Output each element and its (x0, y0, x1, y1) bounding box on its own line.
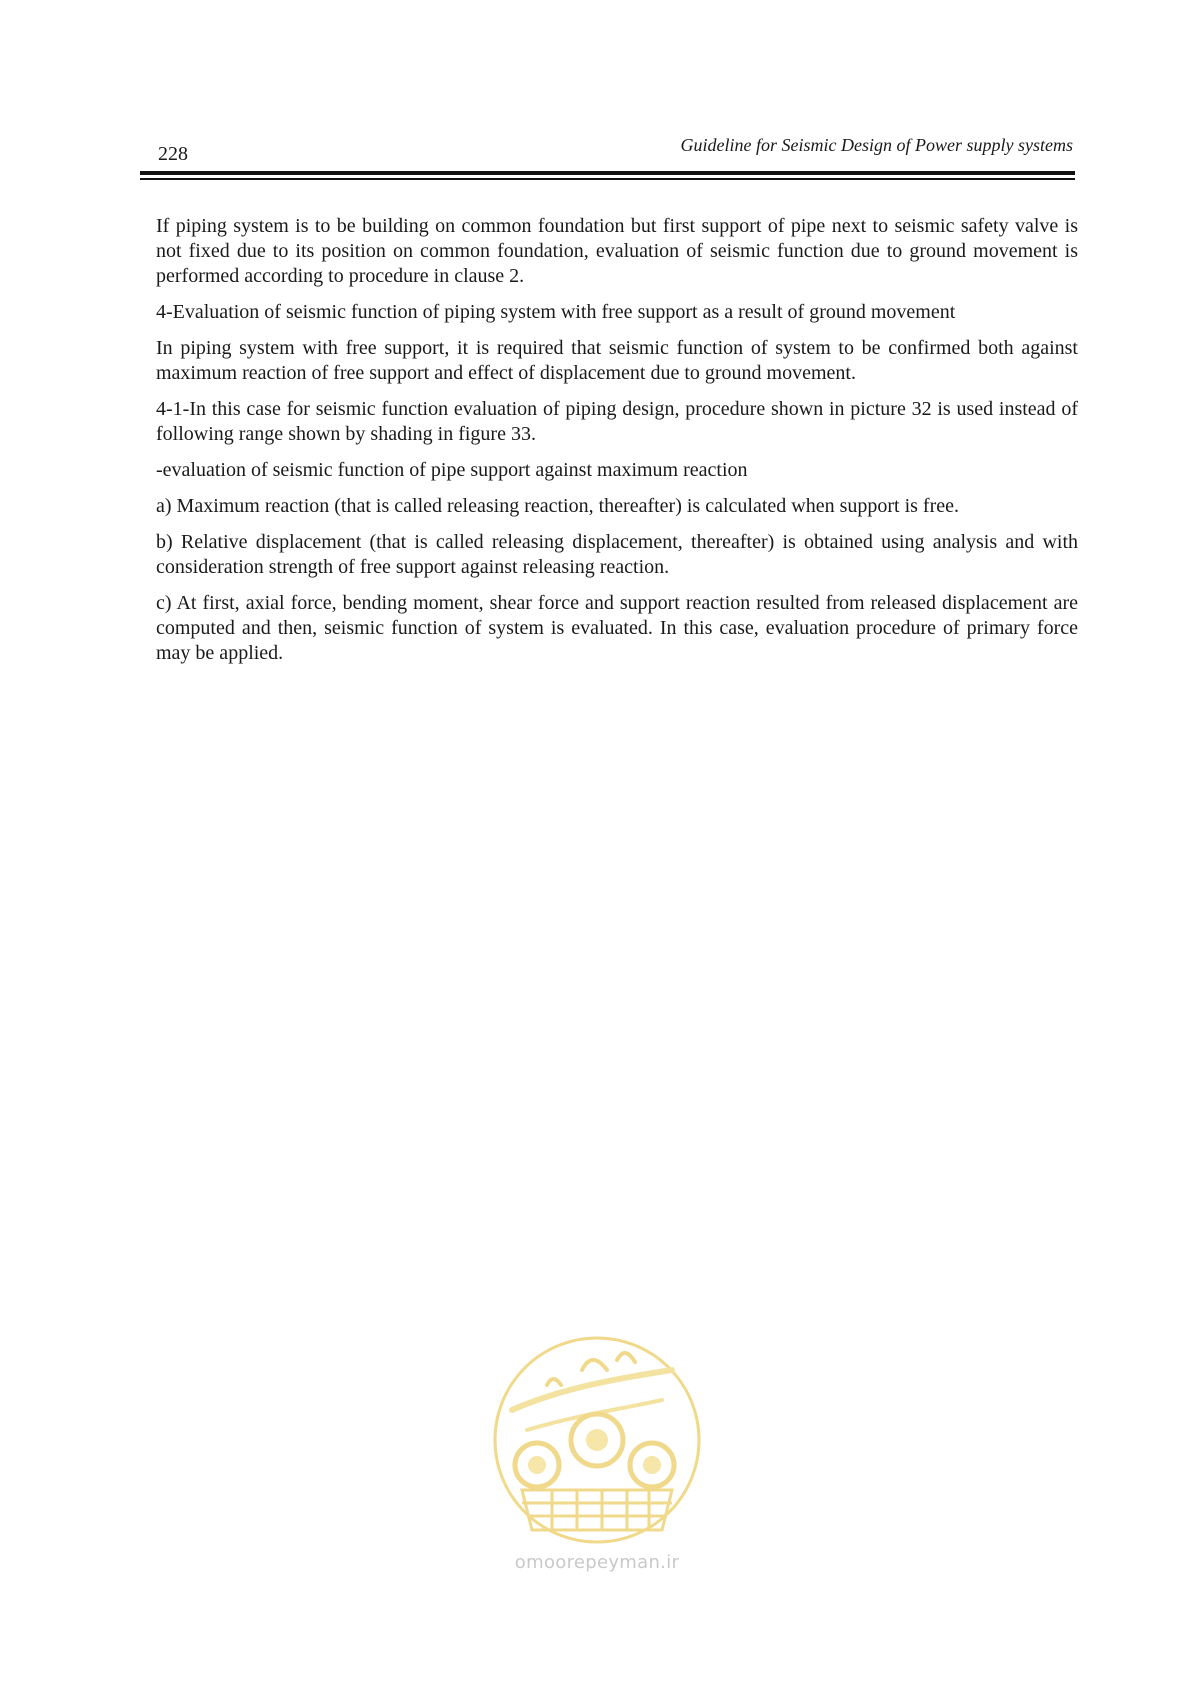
body-text (156, 214, 1078, 677)
header-rule-thick (140, 171, 1075, 175)
paragraph-support-evaluation: -evaluation of seismic function of pipe support against maximum reaction (156, 459, 748, 481)
watermark (487, 1330, 707, 1590)
list-item-c: c) At first, axial force, bending moment, shear force and support reaction resulted from released displacement are computed and then, seismic function of system is evaluated. In this case, evaluation procedure of primary force may be applied. (156, 592, 1078, 664)
paragraph-4-1: 4-1-In this case for seismic function evaluation of piping design, procedure shown in picture 32 is used instead of following range shown by shading in figure 33. (156, 398, 1078, 445)
page-number: 228 (158, 143, 188, 165)
paragraph-free-support: In piping system with free support, it is required that seismic function of system to be confirmed both against maximum reaction of free support and effect of displacement due to ground movement. (156, 337, 1078, 384)
section-heading-4: 4-Evaluation of seismic function of piping system with free support as a result of ground movement (156, 301, 956, 323)
running-header-title: Guideline for Seismic Design of Power supply systems (680, 135, 1073, 155)
list-item-b: b) Relative displacement (that is called releasing displacement, thereafter) is obtained using analysis and with consideration strength of free support against releasing reaction. (156, 531, 1078, 578)
header-rule-thin (140, 178, 1075, 180)
watermark-logo-icon (487, 1330, 707, 1550)
paragraph-common-foundation: If piping system is to be building on common foundation but first support of pipe next to seismic safety valve is not fixed due to its position on common foundation, evaluation of seismic function due to ground movement is performed according to procedure in clause 2. (156, 215, 1078, 287)
watermark-url: omoorepeyman.ir (514, 1552, 680, 1573)
list-item-a: a) Maximum reaction (that is called releasing reaction, thereafter) is calculated when support is free. (156, 495, 959, 517)
